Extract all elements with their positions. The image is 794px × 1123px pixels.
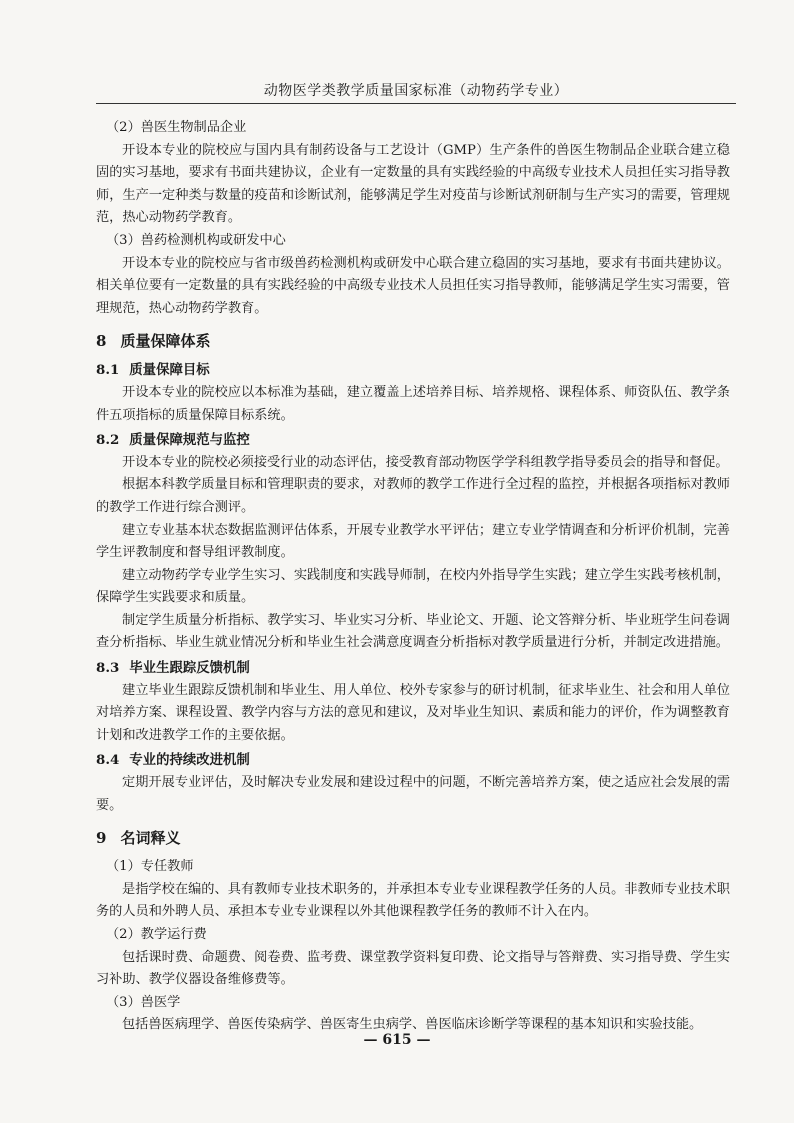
page-number: — 615 — bbox=[363, 1032, 431, 1048]
subsection-heading-8-1 bbox=[96, 359, 730, 382]
section-title: 质量保障体系 bbox=[120, 332, 211, 351]
item-text-testing: 开设本专业的院校应与省市级兽药检测机构或研发中心联合建立稳固的实习基地，要求有书面共建协议。相关单位要有一定数量的具有实践经验的中高级专业技术人员担任实习指导教师，能够满足学生实习需要，管理规范，热心动物药学教育。 bbox=[96, 255, 730, 316]
section-heading-9 bbox=[96, 826, 730, 850]
subsection-heading-8-2 bbox=[96, 429, 730, 452]
subsection-number: 8.2 bbox=[96, 432, 120, 449]
paragraph: 根据本科教学质量目标和管理职责的要求，对教师的教学工作进行全过程的监控，并根据各项指标对教师的教学工作进行综合测评。 bbox=[96, 477, 730, 515]
subsection-number: 8.3 bbox=[96, 660, 120, 677]
paragraph: 开设本专业的院校必须接受行业的动态评估，接受教育部动物医学学科组教学指导委员会的指导和督促。 bbox=[122, 454, 729, 470]
running-header: 动物医学类教学质量国家标准（动物药学专业） bbox=[263, 83, 569, 99]
term-title: （1）专任教师 bbox=[106, 859, 194, 875]
term-title: （3）兽医学 bbox=[106, 994, 181, 1010]
item-text-biologics: 开设本专业的院校应与国内具有制药设备与工艺设计（GMP）生产条件的兽医生物制品企业联合建立稳固的实习基地，要求有书面共建协议，企业有一定数量的具有实践经验的中高级专业技术人员担任实习指导教师，生产一定种类与数量的疫苗和诊断试剂，能够满足学生对疫苗与诊断试剂研制与生产实习的需要，管理规范，热心动物药学教育。 bbox=[96, 142, 730, 226]
term-definition: 包括课时费、命题费、阅卷费、监考费、课堂教学资料复印费、论文指导与答辩费、实习指导费、学生实习补助、教学仪器设备维修费等。 bbox=[96, 949, 730, 988]
paragraph: 建立专业基本状态数据监测评估体系，开展专业教学水平评估；建立专业学情调查和分析评价机制，完善学生评教制度和督导组评教制度。 bbox=[96, 522, 730, 561]
section-number: 9 bbox=[96, 829, 107, 848]
item-title-biologics: （2）兽医生物制品企业 bbox=[106, 120, 247, 135]
subsection-title: 质量保障规范与监控 bbox=[129, 432, 250, 449]
section-number: 8 bbox=[96, 332, 107, 351]
subsection-number: 8.1 bbox=[96, 362, 120, 379]
term-definition: 包括兽医病理学、兽医传染病学、兽医寄生虫病学、兽医临床诊断学等课程的基本知识和实验技能。 bbox=[122, 1017, 703, 1033]
header-rule bbox=[96, 103, 736, 104]
paragraph: 建立毕业生跟踪反馈机制和毕业生、用人单位、校外专家参与的研讨机制，征求毕业生、社会和用人单位对培养方案、课程设置、教学内容与方法的意见和建议，及对毕业生知识、素质和能力的评价，作为调整教育计划和改进教学工作的主要依据。 bbox=[96, 682, 730, 743]
subsection-title: 毕业生跟踪反馈机制 bbox=[129, 660, 250, 677]
subsection-heading-8-3 bbox=[96, 657, 730, 680]
item-title-testing: （3）兽药检测机构或研发中心 bbox=[106, 232, 286, 248]
paragraph: 制定学生质量分析指标、教学实习、毕业实习分析、毕业论文、开题、论文答辩分析、毕业班学生问卷调查分析指标、毕业生就业情况分析和毕业生社会满意度调查分析指标对教学质量进行分析，并制定改进措施。 bbox=[96, 612, 730, 651]
page-body bbox=[96, 117, 730, 1037]
term-title: （2）教学运行费 bbox=[106, 927, 207, 942]
subsection-heading-8-4 bbox=[96, 749, 730, 772]
paragraph: 定期开展专业评估，及时解决专业发展和建设过程中的问题，不断完善培养方案，使之适应社会发展的需要。 bbox=[96, 775, 730, 813]
section-heading-8 bbox=[96, 329, 730, 353]
paragraph: 建立动物药学专业学生实习、实践制度和实践导师制，在校内外指导学生实践；建立学生实践考核机制，保障学生实践要求和质量。 bbox=[96, 567, 730, 606]
subsection-title: 专业的持续改进机制 bbox=[129, 752, 250, 769]
paragraph: 开设本专业的院校应以本标准为基础，建立覆盖上述培养目标、培养规格、课程体系、师资队伍、教学条件五项指标的质量保障目标系统。 bbox=[96, 384, 730, 423]
subsection-number: 8.4 bbox=[96, 752, 120, 769]
section-title: 名词释义 bbox=[120, 829, 181, 848]
subsection-title: 质量保障目标 bbox=[129, 362, 210, 379]
term-definition: 是指学校在编的、具有教师专业技术职务的，并承担本专业专业课程教学任务的人员。非教师专业技术职务的人员和外聘人员、承担本专业专业课程以外其他课程教学任务的教师不计入在内。 bbox=[96, 881, 730, 920]
